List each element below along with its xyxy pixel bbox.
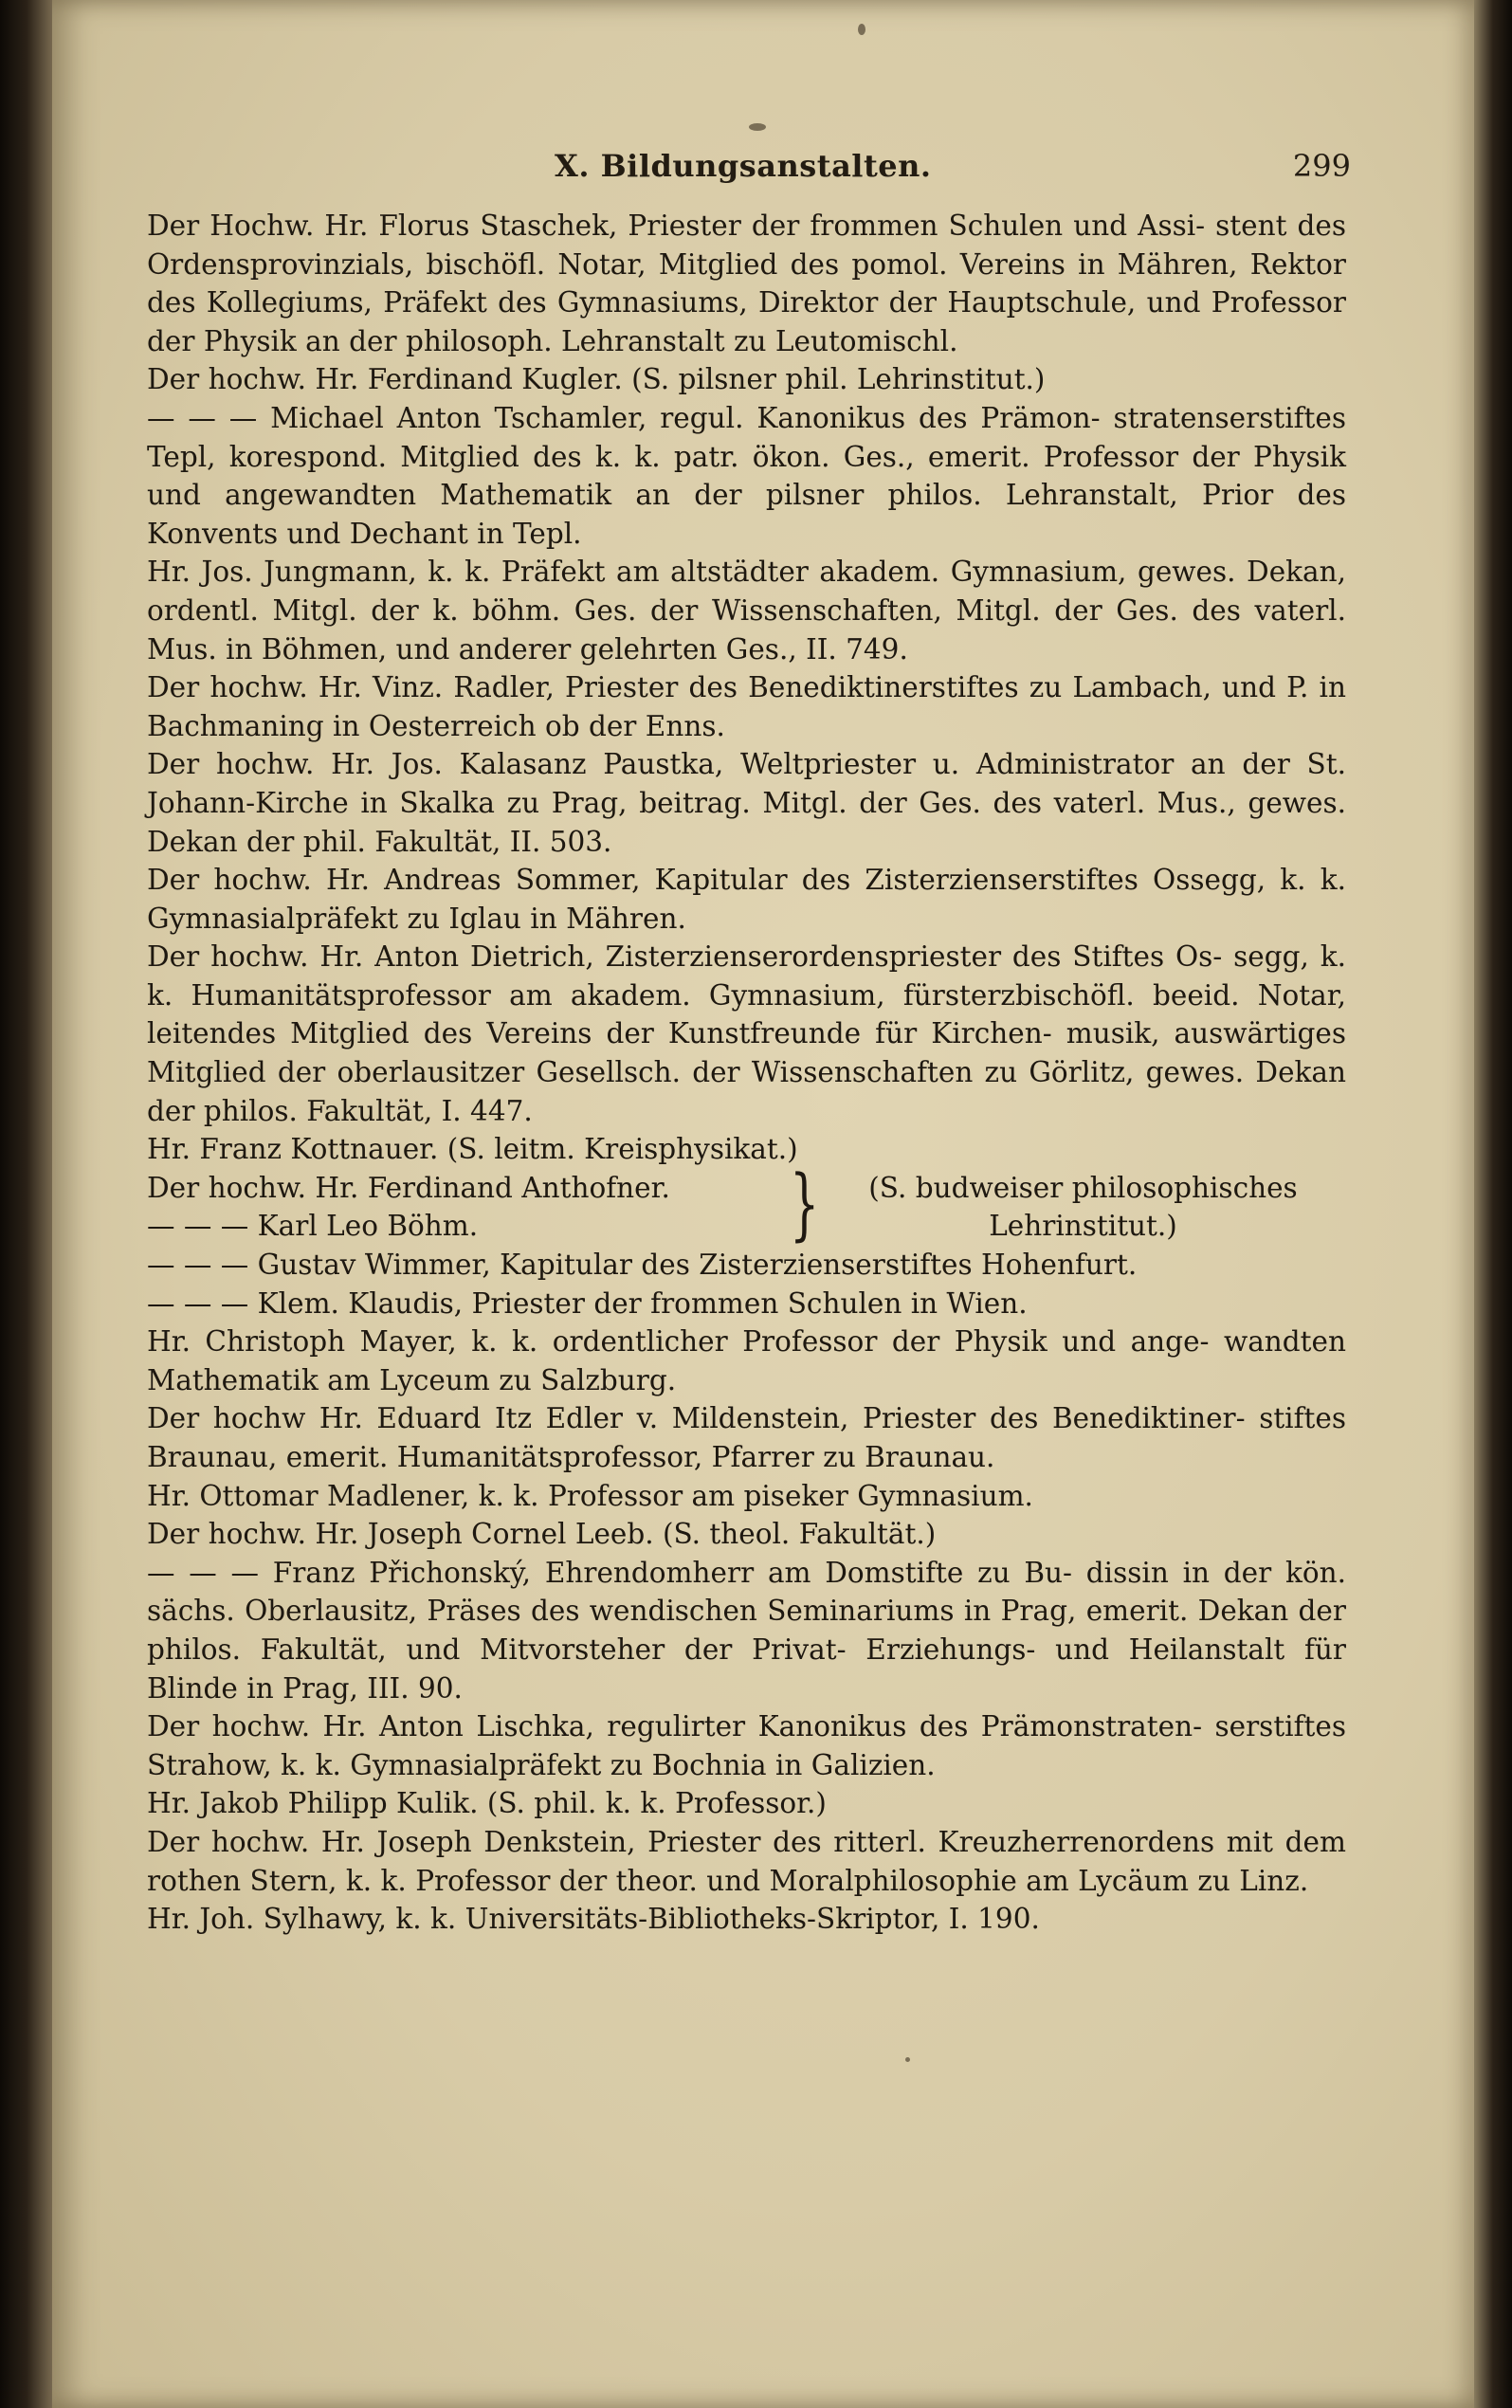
entry: — — — Michael Anton Tschamler, regul. Kanonikus des Prämon- stratenserstiftes Tepl, korespond. Mitglied des k. k. patr. ökon. Ges., emerit. Professor der Physik und angewandten Mathematik an der pilsner philos. Lehranstalt, Prior des Konvents und Dechant in Tepl. (147, 401, 1346, 550)
entry: Hr. Jakob Philipp Kulik. (S. phil. k. k. Professor.) (147, 1787, 827, 1820)
chapter-title: X. Bildungsanstalten. (555, 148, 932, 184)
brace-group-entries (147, 1169, 782, 1246)
entry: Der hochw. Hr. Joseph Denkstein, Priester des ritterl. Kreuzherrenordens mit dem rothen Stern, k. k. Professor der theor. und Moralphilosophie am Lycäum zu Linz. (147, 1825, 1346, 1897)
page-body (147, 207, 1346, 1939)
entry: — — — Karl Leo Böhm. (147, 1210, 479, 1243)
book-page (52, 0, 1474, 2408)
entry: Der hochw Hr. Eduard Itz Edler v. Mildenstein, Priester des Benediktiner- stiftes Braunau, emerit. Humanitätsprofessor, Pfarrer zu Braunau. (147, 1402, 1346, 1473)
entry: Hr. Franz Kottnauer. (S. leitm. Kreisphysikat.) (147, 1133, 798, 1166)
entry: Der hochw. Hr. Joseph Cornel Leeb. (S. theol. Fakultät.) (147, 1518, 937, 1551)
brace-note-line: Lehrinstitut.) (989, 1210, 1177, 1243)
scan-speck (858, 24, 865, 35)
entry: Der Hochw. Hr. Florus Staschek, Priester der frommen Schulen und Assi- stent des Ordensprovinzials, bischöfl. Notar, Mitglied des pomol. Vereins in Mähren, Rektor des Kollegiums, Präfekt des Gymnasiums, Direktor der Hauptschule, und Professor der Physik an der philosoph. Lehranstalt zu Leutomischl. (147, 210, 1346, 357)
entry: Der hochw. Hr. Jos. Kalasanz Paustka, Weltpriester u. Administrator an der St. Johann-Kirche in Skalka zu Prag, beitrag. Mitgl. der Ges. des vaterl. Mus., gewes. Dekan der phil. Fakultät, II. 503. (147, 748, 1346, 858)
entry: Der hochw. Hr. Vinz. Radler, Priester des Benediktinerstiftes zu Lambach, und P. in Bachmaning in Oesterreich ob der Enns. (147, 671, 1346, 742)
brace-group (147, 1158, 1346, 1250)
entry: Hr. Jos. Jungmann, k. k. Präfekt am altstädter akadem. Gymnasium, gewes. Dekan, ordentl. Mitgl. der k. böhm. Ges. der Wissenschaften, Mitgl. der Ges. des vaterl. Mus. in Böhmen, und anderer gelehrten Ges., II. 749. (147, 556, 1346, 666)
entry: Hr. Ottomar Madlener, k. k. Professor am piseker Gymnasium. (147, 1479, 1033, 1512)
scan-speck (905, 2057, 910, 2062)
brace-group-note (820, 1169, 1346, 1246)
entry: Der hochw. Hr. Ferdinand Anthofner. (147, 1171, 670, 1204)
entry: Der hochw. Hr. Anton Dietrich, Zisterzienserordenspriester des Stiftes Os- segg, k. k. Humanitätsprofessor am akadem. Gymnasium, fürsterzbischöfl. beeid. Notar, leitendes Mitglied des Vereins der Kunstfreunde für Kirchen- musik, auswärtiges Mitglied der oberlausitzer Gesellsch. der Wissenschaften zu Görlitz, gewes. Dekan der philos. Fakultät, I. 447. (147, 940, 1346, 1127)
running-head (147, 140, 1351, 188)
entry: — — — Klem. Klaudis, Priester der frommen Schulen in Wien. (147, 1286, 1028, 1320)
scan-speck (749, 123, 766, 131)
entry: Der hochw. Hr. Ferdinand Kugler. (S. pilsner phil. Lehrinstitut.) (147, 363, 1046, 396)
page-number: 299 (1292, 148, 1351, 184)
entry: Hr. Christoph Mayer, k. k. ordentlicher Professor der Physik und ange- wandten Mathematik am Lyceum zu Salzburg. (147, 1325, 1346, 1396)
entry: — — — Franz Přichonský, Ehrendomherr am Domstifte zu Bu- dissin in der kön. sächs. Oberlausitz, Präses des wendischen Seminariums in Prag, emerit. Dekan der philos. Fakultät, und Mitvorsteher der Privat- Erziehungs- und Heilanstalt für Blinde in Prag, III. 90. (147, 1556, 1346, 1705)
entry: Der hochw. Hr. Andreas Sommer, Kapitular des Zisterzienserstiftes Ossegg, k. k. Gymnasialpräfekt zu Iglau in Mähren. (147, 864, 1346, 935)
brace-mark: } (790, 1158, 820, 1250)
entry: — — — Gustav Wimmer, Kapitular des Zisterzienserstiftes Hohenfurt. (147, 1249, 1138, 1282)
entry: Hr. Joh. Sylhawy, k. k. Universitäts-Bibliotheks-Skriptor, I. 190. (147, 1903, 1040, 1936)
brace-note-line: (S. budweiser philosophisches (868, 1171, 1298, 1204)
entry: Der hochw. Hr. Anton Lischka, regulirter Kanonikus des Prämonstraten- serstiftes Strahow, k. k. Gymnasialpräfekt zu Bochnia in Galizien. (147, 1710, 1346, 1781)
